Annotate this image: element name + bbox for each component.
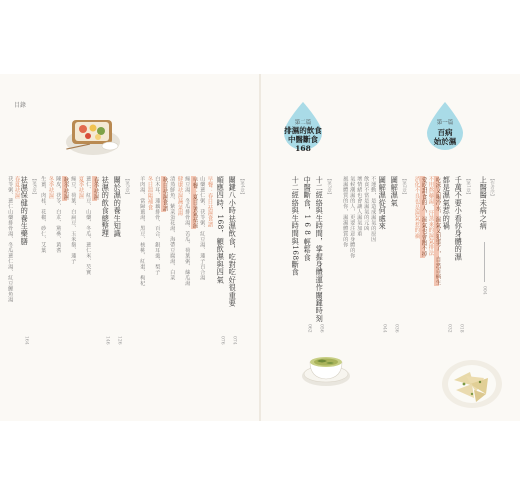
prologue-title: 上醫醫未病之病 xyxy=(479,176,489,230)
ch4-title-a: 關鍵八小時祛濕飲食，吃對吃好很重要 xyxy=(228,176,238,307)
ch5-sub-1: 薏仁、紅豆、山藥、冬瓜、薏仁米、芡實 xyxy=(85,176,92,275)
ch2-line-4: 氣候潮濕的人，更要注意身體的你 xyxy=(349,176,356,259)
ch4-sub-3: 清蒸鮮魚、紫菜蛋花湯、海帶豆腐湯、白菜 xyxy=(169,176,176,281)
tea-cup-image xyxy=(300,344,352,394)
ch3-number: 【第3章】 xyxy=(326,176,332,197)
ch6-sub-1: 茯苓粥、薏仁山藥排骨湯、冬瓜薏仁湯、紅豆鯉魚湯 xyxy=(7,176,14,303)
ch1-item-1: 吃冰又喝冷水，濕氣又犯事了，自然百病生 xyxy=(434,177,441,286)
ch6-item-1: 春夏祛濕 xyxy=(13,176,20,199)
ch4-sub-2: 綠豆湯、冬瓜排骨湯、苦瓜、荷葉粥、絲瓜湯 xyxy=(184,176,191,286)
ch4-item-4: 秋日祛濕食譜 xyxy=(161,177,168,212)
ch4-sub-1: 山藥薏仁粥、茯苓粥、紅豆湯、蓮子百合湯 xyxy=(199,176,206,281)
ch6-page: 164 xyxy=(23,336,29,345)
section-1-heading-l1: 百病 xyxy=(437,128,453,137)
ch4-sub-5: 羊肉湯、當歸薑湯、黑豆、核桃、紅棗、枸杞 xyxy=(139,176,146,286)
ch1-number: 【第1章】 xyxy=(465,176,471,197)
ch3-page-b: 062 xyxy=(306,324,312,333)
ch5-item-2: 夏季祛濕 xyxy=(77,176,84,199)
folio: 目錄 xyxy=(14,102,27,109)
leader-line xyxy=(484,242,485,282)
ch4-item-3: 健康祛濕蔬菜湯 xyxy=(176,176,183,216)
ch5-sub-3: 陳皮、茯苓、白朮、黨參、黃耆 xyxy=(55,176,62,253)
ch5-title-b: 祛濕的飲食總整理 xyxy=(101,176,111,238)
ch6-title: 祛濕保健的養生藥膳 xyxy=(20,176,30,246)
ch1-page-b: 032 xyxy=(446,324,452,333)
section-1-label: 第一篇 xyxy=(436,120,454,126)
gutter xyxy=(259,74,261,421)
section-1-heading-l2: 始於濕 xyxy=(433,137,457,146)
ch1-item-3: 愛吃甜食的人，濕氣也會跑不掉 xyxy=(420,177,427,257)
ch5-item-4: 冬季祛濕 xyxy=(47,176,54,199)
ch2-page-b: 044 xyxy=(381,324,387,333)
ch4-sub-4: 白木耳、蓮藕排骨、百合、銀耳羹、梨子 xyxy=(154,176,161,275)
ch1-item-4: 消化不良也是濕氣惹的禍 xyxy=(413,176,420,239)
ch1-page-a: 018 xyxy=(458,324,464,333)
ch1-item-2: 不用熬藥湯、汗蒸來的濕氣排法 xyxy=(427,176,434,256)
ch5-sub-2: 綠豆、荷葉、白扁豆、玉米鬚、蓮子 xyxy=(70,176,77,264)
ch4-item-2: 早餐：夏日暑氣祛濕 xyxy=(191,177,198,229)
ch5-sub-4: 生薑、肉桂、花椒、砂仁、艾葉 xyxy=(40,176,47,253)
section-2-heading-l2: 中醫斷食 xyxy=(288,135,318,144)
food-bowl-image xyxy=(64,110,122,158)
ch3-page-a: 056 xyxy=(318,324,324,333)
ch4-page-b: 076 xyxy=(219,336,225,345)
ch5-page-b: 146 xyxy=(104,336,110,345)
pasta-dish-image xyxy=(440,356,504,410)
section-2-drop xyxy=(281,101,325,151)
ch4-item-1: 早餐：春日祛濕食譜 xyxy=(206,176,213,228)
ch4-page-a: 074 xyxy=(231,336,237,345)
ch4-item-5: 冬日溫陽補食 xyxy=(146,176,153,211)
ch4-title-b: 順應四時，168，顧飲濕與四氣 xyxy=(216,176,226,284)
ch3-title-b: 中醫斷食，1 6 8 輕鬆食 xyxy=(303,176,313,262)
prologue-page: 004 xyxy=(481,286,487,295)
ch2-title-b: 圖解濕從何處來 xyxy=(378,176,388,230)
ch5-item-1: 春季祛濕 xyxy=(92,177,99,200)
section-2-label: 第二篇 xyxy=(294,120,312,126)
book-spread xyxy=(0,74,520,421)
ch2-line-1: 不運動，是造成濕氣的原因 xyxy=(370,176,377,242)
ch2-page-a: 036 xyxy=(393,324,399,333)
ch6-number: 【第6章】 xyxy=(31,176,37,197)
ch2-line-3: 壞情緒也會讓人濕氣加重 xyxy=(356,176,363,237)
ch5-title-a: 關於濕的養生知識 xyxy=(113,176,123,238)
prologue-number: 【作者序】 xyxy=(489,176,495,199)
ch2-title-a: 圖解濕氣 xyxy=(390,176,400,207)
ch5-item-3: 秋季祛濕 xyxy=(62,177,69,200)
section-2-heading-l3: 168 xyxy=(295,144,311,153)
ch4-number: 【第4章】 xyxy=(239,176,245,197)
section-1-drop xyxy=(425,101,465,151)
section-2-heading-l1: 排濕的飲食 xyxy=(284,126,322,135)
ch2-line-2: 飲食不當是濕氣的元凶 xyxy=(363,176,370,231)
ch1-title-a: 千萬不要小看你身體的濕 xyxy=(454,176,464,261)
ch3-title-a: 十二經絡與生時間，掌握身體運作關鍵時刻 xyxy=(315,176,325,323)
ch5-number: 【第5章】 xyxy=(124,176,130,197)
ch2-number: 【第2章】 xyxy=(401,176,407,197)
ch5-page-a: 126 xyxy=(116,336,122,345)
ch3-title-c: 十二經絡與生時間與168斷食 xyxy=(291,176,301,276)
ch1-title-b: 都是濕氣惹的禍 xyxy=(442,176,452,230)
ch2-line-5: 風濕體質的你，濕濕體質的你 xyxy=(342,176,349,248)
